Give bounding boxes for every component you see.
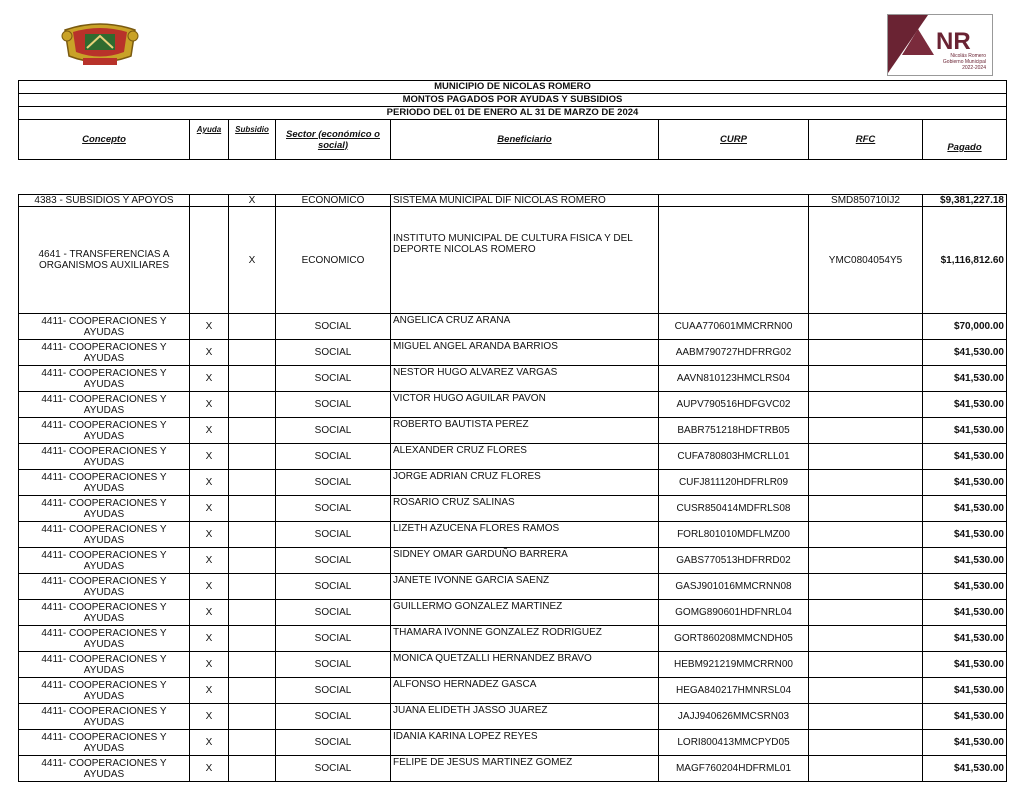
cell-rfc: YMC0804054Y5	[809, 207, 923, 314]
cell-rfc	[809, 314, 923, 340]
logo-name: Nicolás Romero	[950, 53, 986, 59]
column-header-rfc: RFC	[809, 120, 923, 160]
cell-beneficiario: LIZETH AZUCENA FLORES RAMOS	[391, 522, 659, 548]
cell-curp: GABS770513HDFRRD02	[659, 548, 809, 574]
cell-sector: SOCIAL	[276, 574, 391, 600]
cell-rfc	[809, 704, 923, 730]
report-title-description: MONTOS PAGADOS POR AYUDAS Y SUBSIDIOS	[19, 94, 1007, 107]
cell-sector: SOCIAL	[276, 392, 391, 418]
cell-rfc	[809, 366, 923, 392]
cell-pagado: $41,530.00	[923, 340, 1007, 366]
logo-years: 2022-2024	[962, 65, 986, 71]
cell-rfc	[809, 392, 923, 418]
cell-subsidio	[229, 678, 276, 704]
cell-ayuda: X	[190, 444, 229, 470]
cell-sector: SOCIAL	[276, 496, 391, 522]
cell-concepto: 4411- COOPERACIONES Y AYUDAS	[19, 730, 190, 756]
cell-pagado: $41,530.00	[923, 756, 1007, 782]
cell-concepto: 4411- COOPERACIONES Y AYUDAS	[19, 340, 190, 366]
cell-beneficiario: ANGELICA CRUZ ARANA	[391, 314, 659, 340]
cell-concepto: 4411- COOPERACIONES Y AYUDAS	[19, 678, 190, 704]
cell-curp: JAJJ940626MMCSRN03	[659, 704, 809, 730]
cell-pagado: $41,530.00	[923, 574, 1007, 600]
cell-ayuda	[190, 207, 229, 314]
cell-pagado: $41,530.00	[923, 496, 1007, 522]
cell-beneficiario: GUILLERMO GONZALEZ MARTINEZ	[391, 600, 659, 626]
cell-beneficiario: ALFONSO HERNADEZ GASCA	[391, 678, 659, 704]
cell-subsidio	[229, 756, 276, 782]
cell-subsidio	[229, 730, 276, 756]
report-title-period: PERIODO DEL 01 DE ENERO AL 31 DE MARZO DE 2024	[19, 107, 1007, 120]
report-title-municipality: MUNICIPIO DE NICOLAS ROMERO	[19, 81, 1007, 94]
cell-concepto: 4411- COOPERACIONES Y AYUDAS	[19, 418, 190, 444]
cell-beneficiario: THAMARA IVONNE GONZALEZ RODRIGUEZ	[391, 626, 659, 652]
cell-subsidio	[229, 704, 276, 730]
cell-concepto: 4411- COOPERACIONES Y AYUDAS	[19, 600, 190, 626]
cell-beneficiario: ROBERTO BAUTISTA PEREZ	[391, 418, 659, 444]
cell-concepto: 4411- COOPERACIONES Y AYUDAS	[19, 366, 190, 392]
cell-beneficiario: IDANIA KARINA LOPEZ REYES	[391, 730, 659, 756]
logo-sub: Gobierno Municipal	[942, 59, 986, 65]
cell-beneficiario: MONICA QUETZALLI HERNANDEZ BRAVO	[391, 652, 659, 678]
cell-sector: SOCIAL	[276, 340, 391, 366]
cell-sector: ECONOMICO	[276, 195, 391, 207]
cell-beneficiario: VICTOR HUGO AGUILAR PAVON	[391, 392, 659, 418]
cell-pagado: $41,530.00	[923, 470, 1007, 496]
cell-sector: SOCIAL	[276, 678, 391, 704]
cell-subsidio	[229, 444, 276, 470]
column-header-concepto: Concepto	[19, 120, 190, 160]
cell-beneficiario: SIDNEY OMAR GARDUÑO BARRERA	[391, 548, 659, 574]
table-row	[19, 652, 1007, 678]
cell-subsidio	[229, 470, 276, 496]
cell-curp	[659, 195, 809, 207]
cell-subsidio: X	[229, 207, 276, 314]
cell-curp: CUFA780803HMCRLL01	[659, 444, 809, 470]
table-row	[19, 195, 1007, 207]
cell-sector: SOCIAL	[276, 548, 391, 574]
table-row	[19, 574, 1007, 600]
cell-ayuda: X	[190, 652, 229, 678]
table-row	[19, 678, 1007, 704]
cell-curp: CUSR850414MDFRLS08	[659, 496, 809, 522]
cell-sector: SOCIAL	[276, 704, 391, 730]
cell-subsidio	[229, 548, 276, 574]
cell-pagado: $1,116,812.60	[923, 207, 1007, 314]
cell-ayuda: X	[190, 392, 229, 418]
table-row	[19, 496, 1007, 522]
cell-rfc	[809, 340, 923, 366]
cell-subsidio	[229, 418, 276, 444]
cell-concepto: 4411- COOPERACIONES Y AYUDAS	[19, 470, 190, 496]
cell-curp: LORI800413MMCPYD05	[659, 730, 809, 756]
cell-pagado: $41,530.00	[923, 392, 1007, 418]
cell-concepto: 4411- COOPERACIONES Y AYUDAS	[19, 314, 190, 340]
cell-rfc	[809, 756, 923, 782]
cell-subsidio	[229, 314, 276, 340]
cell-ayuda: X	[190, 496, 229, 522]
table-row	[19, 470, 1007, 496]
table-row	[19, 704, 1007, 730]
cell-rfc	[809, 522, 923, 548]
cell-rfc	[809, 548, 923, 574]
cell-subsidio	[229, 600, 276, 626]
cell-sector: SOCIAL	[276, 626, 391, 652]
cell-ayuda: X	[190, 574, 229, 600]
cell-curp: GOMG890601HDFNRL04	[659, 600, 809, 626]
cell-rfc	[809, 470, 923, 496]
cell-ayuda: X	[190, 756, 229, 782]
cell-subsidio: X	[229, 195, 276, 207]
table-row	[19, 548, 1007, 574]
cell-rfc: SMD850710IJ2	[809, 195, 923, 207]
cell-ayuda: X	[190, 470, 229, 496]
cell-concepto: 4411- COOPERACIONES Y AYUDAS	[19, 548, 190, 574]
cell-ayuda: X	[190, 730, 229, 756]
cell-beneficiario: MIGUEL ANGEL ARANDA BARRIOS	[391, 340, 659, 366]
cell-pagado: $9,381,227.18	[923, 195, 1007, 207]
cell-curp: GORT860208MMCNDH05	[659, 626, 809, 652]
cell-concepto: 4411- COOPERACIONES Y AYUDAS	[19, 444, 190, 470]
cell-concepto: 4411- COOPERACIONES Y AYUDAS	[19, 392, 190, 418]
cell-curp: HEGA840217HMNRSL04	[659, 678, 809, 704]
cell-sector: SOCIAL	[276, 730, 391, 756]
payments-table	[18, 194, 1007, 782]
cell-sector: SOCIAL	[276, 444, 391, 470]
cell-ayuda: X	[190, 704, 229, 730]
cell-subsidio	[229, 574, 276, 600]
cell-pagado: $41,530.00	[923, 600, 1007, 626]
report-header-table	[18, 80, 1007, 160]
cell-sector: ECONOMICO	[276, 207, 391, 314]
cell-beneficiario: INSTITUTO MUNICIPAL DE CULTURA FISICA Y DEL DEPORTE NICOLAS ROMERO	[391, 207, 659, 314]
cell-rfc	[809, 574, 923, 600]
cell-subsidio	[229, 496, 276, 522]
cell-concepto: 4411- COOPERACIONES Y AYUDAS	[19, 522, 190, 548]
cell-ayuda: X	[190, 678, 229, 704]
table-row	[19, 444, 1007, 470]
cell-curp: MAGF760204HDFRML01	[659, 756, 809, 782]
cell-rfc	[809, 652, 923, 678]
cell-concepto: 4411- COOPERACIONES Y AYUDAS	[19, 574, 190, 600]
cell-rfc	[809, 496, 923, 522]
cell-rfc	[809, 600, 923, 626]
table-row	[19, 626, 1007, 652]
cell-ayuda: X	[190, 548, 229, 574]
cell-beneficiario: FELIPE DE JESUS MARTINEZ GOMEZ	[391, 756, 659, 782]
table-row	[19, 522, 1007, 548]
cell-subsidio	[229, 522, 276, 548]
table-row	[19, 756, 1007, 782]
cell-concepto: 4411- COOPERACIONES Y AYUDAS	[19, 704, 190, 730]
cell-pagado: $41,530.00	[923, 444, 1007, 470]
cell-pagado: $41,530.00	[923, 366, 1007, 392]
cell-curp: AAVN810123HMCLRS04	[659, 366, 809, 392]
table-row	[19, 418, 1007, 444]
cell-ayuda: X	[190, 600, 229, 626]
cell-concepto: 4411- COOPERACIONES Y AYUDAS	[19, 756, 190, 782]
cell-sector: SOCIAL	[276, 314, 391, 340]
cell-concepto: 4641 - TRANSFERENCIAS A ORGANISMOS AUXILIARES	[19, 207, 190, 314]
cell-pagado: $41,530.00	[923, 652, 1007, 678]
cell-curp: GASJ901016MMCRNN08	[659, 574, 809, 600]
cell-sector: SOCIAL	[276, 600, 391, 626]
column-header-sector: Sector (económico o social)	[276, 120, 391, 160]
cell-beneficiario: NESTOR HUGO ALVAREZ VARGAS	[391, 366, 659, 392]
svg-text:NR: NR	[936, 28, 971, 55]
table-row	[19, 600, 1007, 626]
cell-ayuda: X	[190, 626, 229, 652]
cell-beneficiario: JANETE IVONNE GARCIA SAENZ	[391, 574, 659, 600]
cell-subsidio	[229, 652, 276, 678]
cell-pagado: $41,530.00	[923, 730, 1007, 756]
cell-sector: SOCIAL	[276, 756, 391, 782]
table-row	[19, 730, 1007, 756]
cell-curp: BABR751218HDFTRB05	[659, 418, 809, 444]
cell-ayuda	[190, 195, 229, 207]
cell-pagado: $41,530.00	[923, 522, 1007, 548]
cell-rfc	[809, 444, 923, 470]
cell-ayuda: X	[190, 418, 229, 444]
cell-rfc	[809, 730, 923, 756]
cell-concepto: 4411- COOPERACIONES Y AYUDAS	[19, 626, 190, 652]
cell-sector: SOCIAL	[276, 470, 391, 496]
cell-concepto: 4383 - SUBSIDIOS Y APOYOS	[19, 195, 190, 207]
column-header-subsidio: Subsidio	[229, 120, 276, 160]
cell-sector: SOCIAL	[276, 418, 391, 444]
table-row	[19, 207, 1007, 314]
cell-pagado: $70,000.00	[923, 314, 1007, 340]
cell-ayuda: X	[190, 522, 229, 548]
cell-curp: AUPV790516HDFGVC02	[659, 392, 809, 418]
cell-pagado: $41,530.00	[923, 704, 1007, 730]
cell-beneficiario: ALEXANDER CRUZ FLORES	[391, 444, 659, 470]
cell-pagado: $41,530.00	[923, 626, 1007, 652]
administration-logo	[887, 14, 993, 76]
cell-rfc	[809, 678, 923, 704]
municipal-coat-of-arms-logo	[57, 16, 143, 68]
cell-rfc	[809, 418, 923, 444]
cell-rfc	[809, 626, 923, 652]
cell-subsidio	[229, 340, 276, 366]
cell-pagado: $41,530.00	[923, 678, 1007, 704]
cell-pagado: $41,530.00	[923, 548, 1007, 574]
cell-beneficiario: JUANA ELIDETH JASSO JUAREZ	[391, 704, 659, 730]
cell-beneficiario: JORGE ADRIAN CRUZ FLORES	[391, 470, 659, 496]
cell-sector: SOCIAL	[276, 366, 391, 392]
cell-ayuda: X	[190, 340, 229, 366]
cell-pagado: $41,530.00	[923, 418, 1007, 444]
column-header-curp: CURP	[659, 120, 809, 160]
cell-curp: HEBM921219MMCRRN00	[659, 652, 809, 678]
cell-sector: SOCIAL	[276, 652, 391, 678]
cell-subsidio	[229, 366, 276, 392]
cell-curp: CUFJ811120HDFRLR09	[659, 470, 809, 496]
cell-curp: CUAA770601MMCRRN00	[659, 314, 809, 340]
cell-sector: SOCIAL	[276, 522, 391, 548]
cell-curp: AABM790727HDFRRG02	[659, 340, 809, 366]
cell-curp: FORL801010MDFLMZ00	[659, 522, 809, 548]
table-row	[19, 340, 1007, 366]
column-header-ayuda: Ayuda	[190, 120, 229, 160]
cell-subsidio	[229, 626, 276, 652]
cell-concepto: 4411- COOPERACIONES Y AYUDAS	[19, 496, 190, 522]
cell-subsidio	[229, 392, 276, 418]
cell-concepto: 4411- COOPERACIONES Y AYUDAS	[19, 652, 190, 678]
cell-ayuda: X	[190, 314, 229, 340]
cell-ayuda: X	[190, 366, 229, 392]
table-row	[19, 366, 1007, 392]
column-header-pagado: Pagado	[923, 120, 1007, 160]
column-header-beneficiario: Beneficiario	[391, 120, 659, 160]
table-row	[19, 314, 1007, 340]
cell-curp	[659, 207, 809, 314]
cell-beneficiario: SISTEMA MUNICIPAL DIF NICOLAS ROMERO	[391, 195, 659, 207]
cell-beneficiario: ROSARIO CRUZ SALINAS	[391, 496, 659, 522]
table-row	[19, 392, 1007, 418]
